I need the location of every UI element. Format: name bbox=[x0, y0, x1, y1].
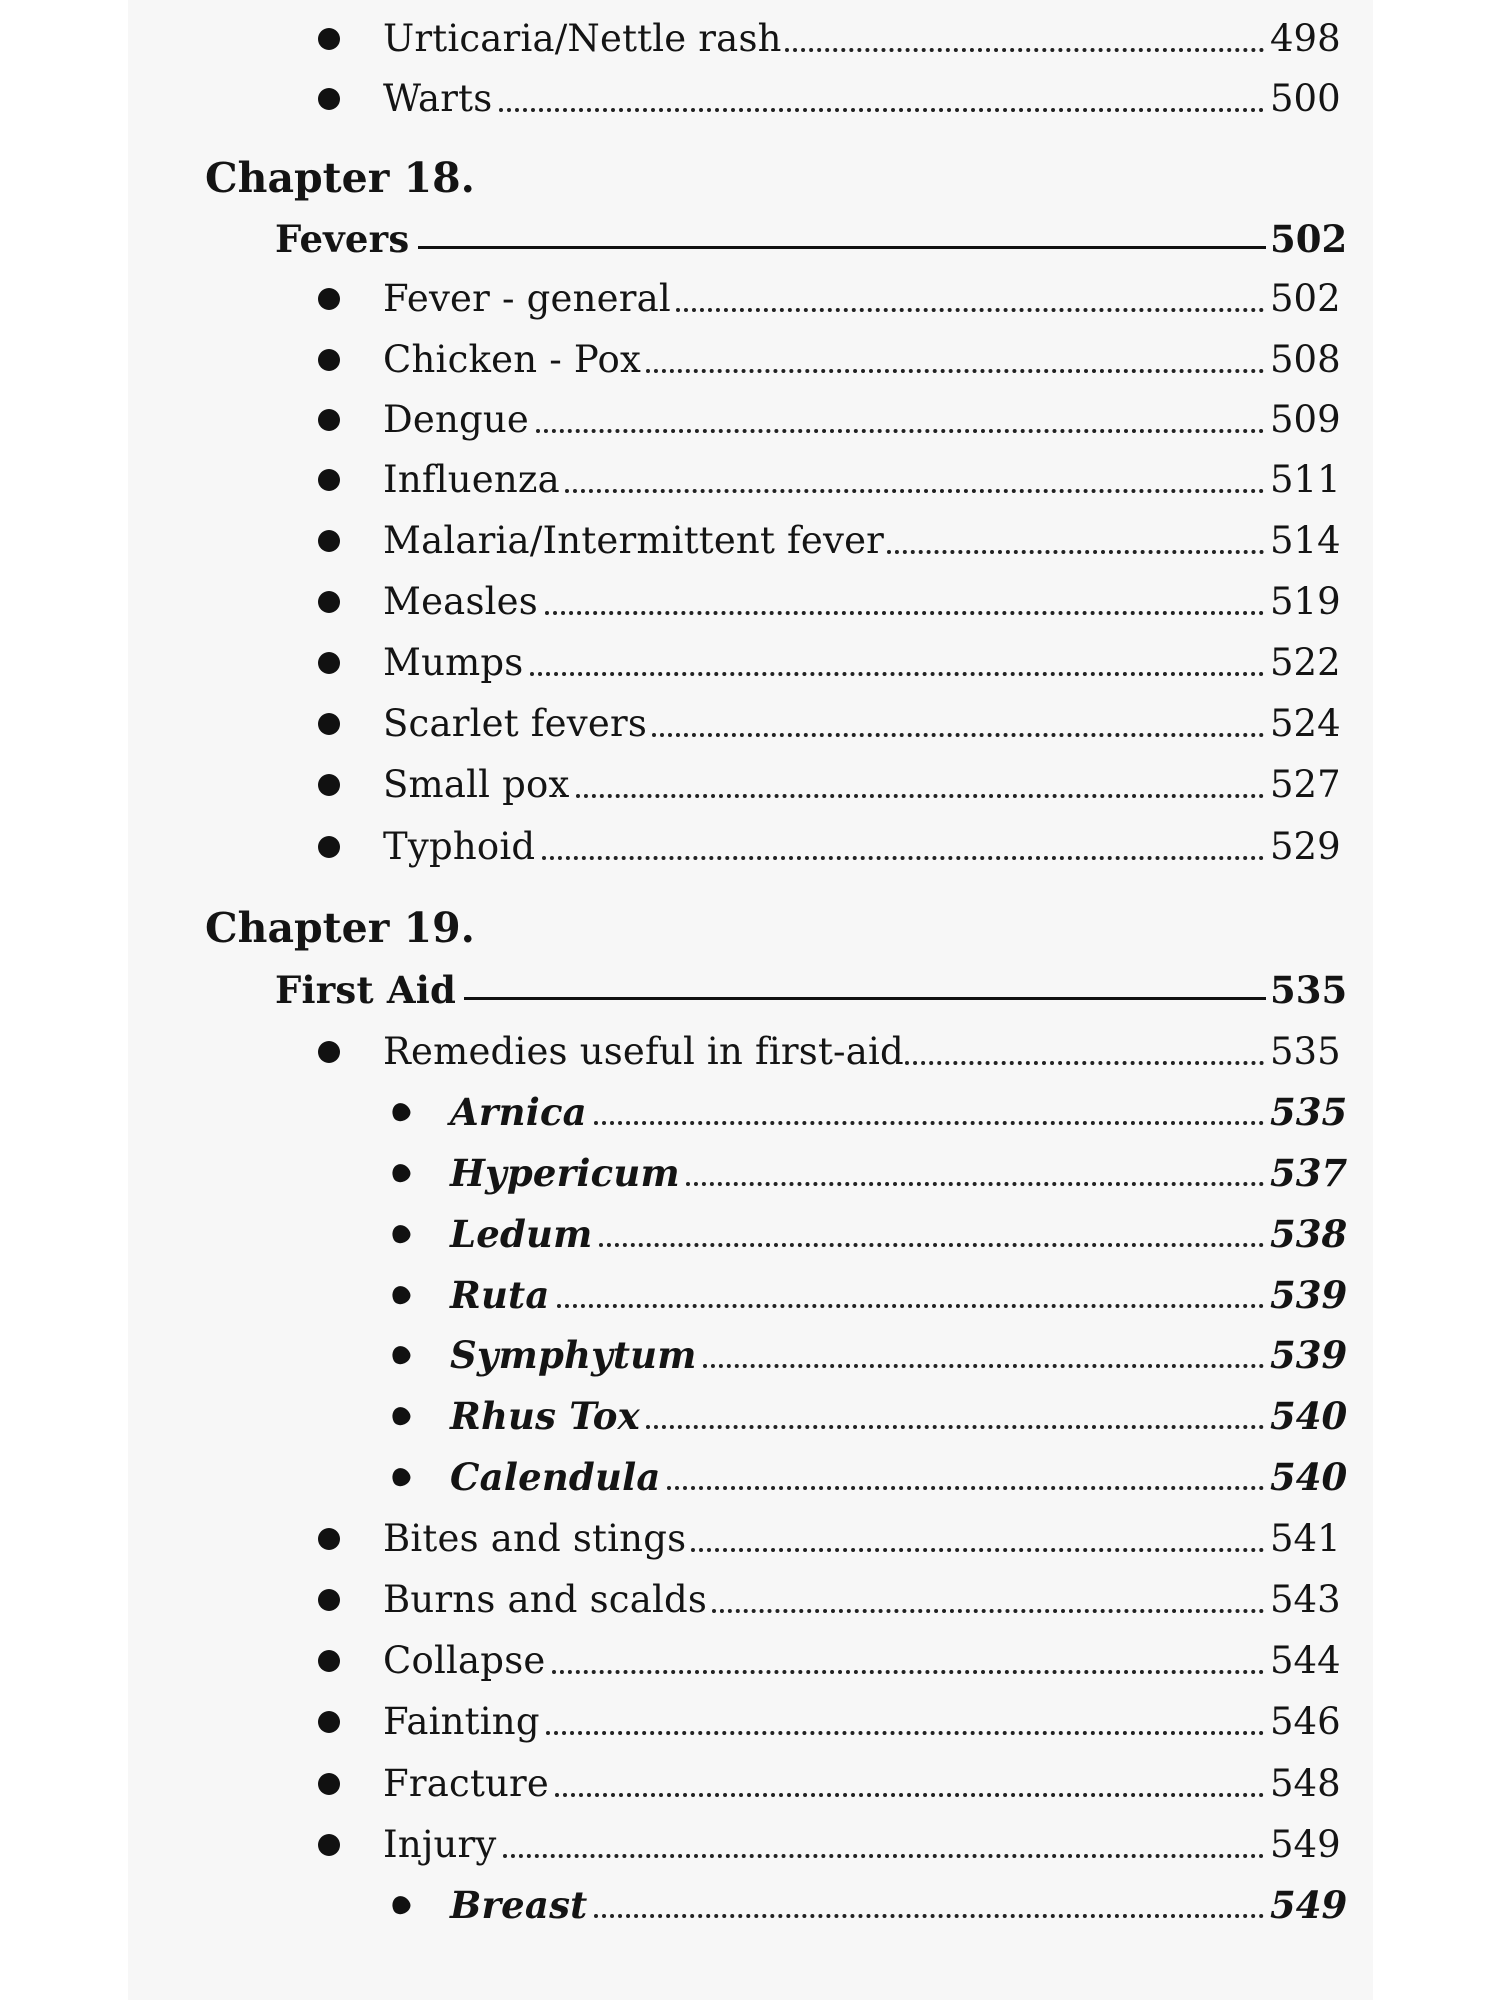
page-number: 509 bbox=[1270, 398, 1341, 441]
page-number: 541 bbox=[1270, 1517, 1341, 1560]
dot-leader bbox=[646, 369, 1264, 373]
page-number: 502 bbox=[1270, 277, 1341, 320]
toc-entry[interactable] bbox=[0, 272, 1500, 326]
section-entry[interactable] bbox=[0, 212, 1500, 266]
dot-leader bbox=[545, 611, 1264, 615]
bullet-icon bbox=[318, 288, 340, 310]
toc-entry[interactable] bbox=[0, 453, 1500, 507]
dot-leader bbox=[576, 794, 1264, 798]
page-number: 498 bbox=[1270, 17, 1341, 60]
chapter-heading: Chapter 18. bbox=[205, 154, 475, 202]
dot-leader bbox=[499, 108, 1264, 112]
dot-leader bbox=[565, 489, 1264, 493]
toc-entry[interactable] bbox=[0, 1389, 1500, 1443]
chapter-heading: Chapter 19. bbox=[205, 904, 475, 952]
toc-entry[interactable] bbox=[0, 575, 1500, 629]
entry-title: Breast bbox=[450, 1883, 588, 1927]
page-number: 543 bbox=[1270, 1578, 1341, 1621]
page-number: 527 bbox=[1270, 763, 1341, 806]
bullet-icon bbox=[318, 1834, 340, 1856]
bullet-icon bbox=[318, 1589, 340, 1611]
dot-leader bbox=[536, 429, 1264, 433]
bullet-icon bbox=[389, 1100, 413, 1124]
toc-entry[interactable] bbox=[0, 1207, 1500, 1261]
page-number: 500 bbox=[1270, 77, 1341, 120]
bullet-icon bbox=[389, 1343, 413, 1367]
entry-title: Remedies useful in first-aid bbox=[383, 1030, 904, 1073]
section-rule bbox=[464, 997, 1266, 1000]
entry-title: Measles bbox=[383, 580, 538, 623]
bullet-icon bbox=[389, 1283, 413, 1307]
page-number: 544 bbox=[1270, 1639, 1341, 1682]
dot-leader bbox=[785, 48, 1264, 52]
dot-leader bbox=[646, 1425, 1264, 1429]
entry-title: Influenza bbox=[383, 458, 560, 501]
entry-title: Chicken - Pox bbox=[383, 338, 642, 381]
page-number: 537 bbox=[1270, 1151, 1348, 1195]
bullet-icon bbox=[318, 530, 340, 552]
toc-entry[interactable] bbox=[0, 1450, 1500, 1504]
bullet-icon bbox=[389, 1404, 413, 1428]
entry-title: Arnica bbox=[450, 1090, 587, 1134]
bullet-icon bbox=[318, 28, 340, 50]
entry-title: Calendula bbox=[450, 1455, 661, 1499]
entry-title: Bites and stings bbox=[383, 1517, 687, 1560]
dot-leader bbox=[552, 1670, 1264, 1674]
page-number: 529 bbox=[1270, 825, 1341, 868]
entry-title: Injury bbox=[383, 1823, 497, 1866]
entry-title: Small pox bbox=[383, 763, 570, 806]
bullet-icon bbox=[389, 1465, 413, 1489]
toc-entry[interactable] bbox=[0, 1878, 1500, 1932]
entry-title: Fainting bbox=[383, 1700, 540, 1743]
page-number: 508 bbox=[1270, 338, 1341, 381]
page-number: 549 bbox=[1270, 1823, 1341, 1866]
dot-leader bbox=[667, 1486, 1264, 1490]
page-number: 535 bbox=[1270, 1090, 1348, 1134]
bullet-icon bbox=[318, 349, 340, 371]
entry-title: Hypericum bbox=[450, 1151, 680, 1195]
entry-title: Malaria/Intermittent fever bbox=[383, 519, 885, 562]
entry-title: Urticaria/Nettle rash bbox=[383, 17, 782, 60]
bullet-icon bbox=[389, 1161, 413, 1185]
entry-title: Fracture bbox=[383, 1762, 550, 1805]
dot-leader bbox=[712, 1609, 1264, 1613]
bullet-icon bbox=[318, 1650, 340, 1672]
toc-entry[interactable] bbox=[0, 1025, 1500, 1079]
dot-leader bbox=[676, 308, 1264, 312]
toc-entry[interactable] bbox=[0, 1268, 1500, 1322]
dot-leader bbox=[594, 1914, 1264, 1918]
dot-leader bbox=[703, 1364, 1264, 1368]
bullet-icon bbox=[318, 1773, 340, 1795]
entry-title: Ledum bbox=[450, 1212, 593, 1256]
toc-entry[interactable] bbox=[0, 333, 1500, 387]
toc-entry[interactable] bbox=[0, 1085, 1500, 1139]
page-number: 502 bbox=[1270, 217, 1348, 261]
toc-entry[interactable] bbox=[0, 1512, 1500, 1566]
toc-entry[interactable] bbox=[0, 820, 1500, 874]
entry-title: Warts bbox=[383, 77, 493, 120]
toc-entry[interactable] bbox=[0, 12, 1500, 66]
dot-leader bbox=[905, 1061, 1264, 1065]
toc-entry[interactable] bbox=[0, 514, 1500, 568]
bullet-icon bbox=[318, 652, 340, 674]
entry-title: Rhus Tox bbox=[450, 1394, 640, 1438]
bullet-icon bbox=[318, 713, 340, 735]
toc-entry[interactable] bbox=[0, 1695, 1500, 1749]
page-number: 539 bbox=[1270, 1333, 1348, 1377]
dot-leader bbox=[652, 733, 1264, 737]
entry-title: Typhoid bbox=[383, 825, 536, 868]
bullet-icon bbox=[318, 88, 340, 110]
bullet-icon bbox=[318, 1711, 340, 1733]
bullet-icon bbox=[318, 1528, 340, 1550]
section-rule bbox=[418, 246, 1266, 249]
page-number: 535 bbox=[1270, 968, 1348, 1012]
dot-leader bbox=[594, 1121, 1264, 1125]
page-number: 522 bbox=[1270, 641, 1341, 684]
toc-entry[interactable] bbox=[0, 393, 1500, 447]
page-number: 524 bbox=[1270, 702, 1341, 745]
dot-leader bbox=[530, 672, 1264, 676]
dot-leader bbox=[542, 856, 1264, 860]
bullet-icon bbox=[318, 591, 340, 613]
entry-title: Dengue bbox=[383, 398, 530, 441]
bullet-icon bbox=[318, 1041, 340, 1063]
entry-title: Burns and scalds bbox=[383, 1578, 708, 1621]
bullet-icon bbox=[318, 836, 340, 858]
dot-leader bbox=[686, 1182, 1264, 1186]
page-number: 546 bbox=[1270, 1700, 1341, 1743]
bullet-icon bbox=[318, 774, 340, 796]
entry-title: Collapse bbox=[383, 1639, 546, 1682]
entry-title: Ruta bbox=[450, 1273, 550, 1317]
dot-leader bbox=[503, 1854, 1264, 1858]
page-number: 538 bbox=[1270, 1212, 1348, 1256]
page-number: 535 bbox=[1270, 1030, 1341, 1073]
toc-entry[interactable] bbox=[0, 1818, 1500, 1872]
toc-entry[interactable] bbox=[0, 1634, 1500, 1688]
toc-entry[interactable] bbox=[0, 1328, 1500, 1382]
entry-title: Symphytum bbox=[450, 1333, 697, 1377]
bullet-icon bbox=[318, 469, 340, 491]
page-number: 540 bbox=[1270, 1394, 1348, 1438]
dot-leader bbox=[546, 1731, 1264, 1735]
entry-title: Fever - general bbox=[383, 277, 671, 320]
dot-leader bbox=[555, 1793, 1264, 1797]
dot-leader bbox=[599, 1243, 1264, 1247]
section-entry[interactable] bbox=[0, 963, 1500, 1017]
page-number: 514 bbox=[1270, 519, 1341, 562]
page-number: 511 bbox=[1270, 458, 1341, 501]
dot-leader bbox=[691, 1548, 1264, 1552]
toc-entry[interactable] bbox=[0, 1757, 1500, 1811]
toc-entry[interactable] bbox=[0, 697, 1500, 751]
toc-entry[interactable] bbox=[0, 758, 1500, 812]
section-title: First Aid bbox=[275, 968, 457, 1012]
page-number: 540 bbox=[1270, 1455, 1348, 1499]
toc-entry[interactable] bbox=[0, 1146, 1500, 1200]
toc-entry[interactable] bbox=[0, 72, 1500, 126]
bullet-icon bbox=[389, 1222, 413, 1246]
toc-entry[interactable] bbox=[0, 636, 1500, 690]
page-number: 539 bbox=[1270, 1273, 1348, 1317]
section-title: Fevers bbox=[275, 217, 410, 261]
entry-title: Mumps bbox=[383, 641, 524, 684]
page-number: 519 bbox=[1270, 580, 1341, 623]
dot-leader bbox=[557, 1304, 1264, 1308]
entry-title: Scarlet fevers bbox=[383, 702, 648, 745]
page-number: 549 bbox=[1270, 1883, 1348, 1927]
bullet-icon bbox=[389, 1893, 413, 1917]
page-number: 548 bbox=[1270, 1762, 1341, 1805]
bullet-icon bbox=[318, 409, 340, 431]
dot-leader bbox=[887, 550, 1264, 554]
toc-entry[interactable] bbox=[0, 1573, 1500, 1627]
